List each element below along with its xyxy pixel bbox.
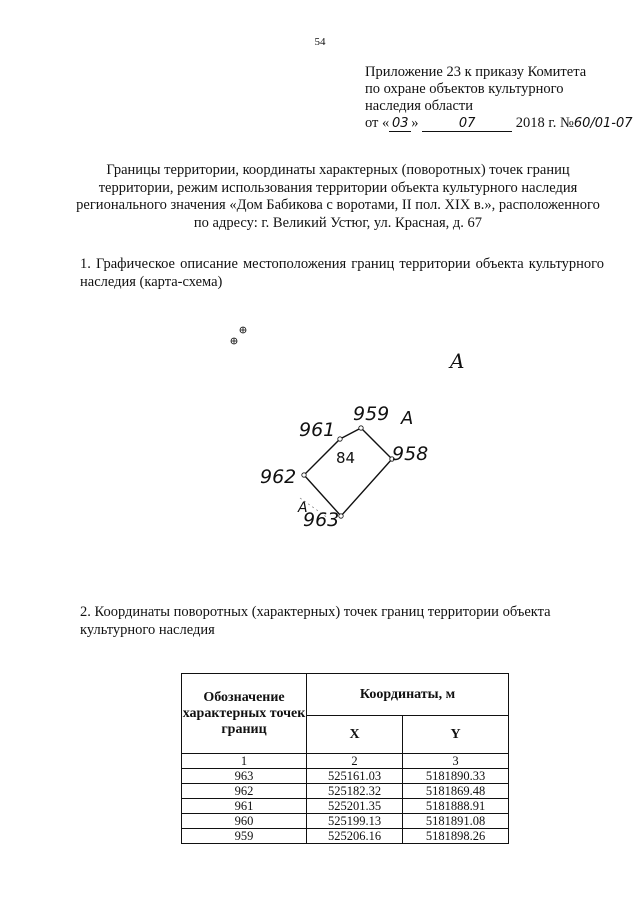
y-cell: 5181890.33 — [403, 769, 509, 784]
column-number-row — [182, 754, 509, 769]
point-cell: 960 — [182, 814, 307, 829]
order-number: 60/01-07 — [573, 116, 633, 131]
map-label-962: 962 — [260, 466, 297, 488]
map-label-963: 963 — [303, 509, 340, 531]
y-cell: 5181888.91 — [403, 799, 509, 814]
date-mid: » — [411, 115, 419, 131]
crosshair-icon — [231, 338, 237, 344]
table-row — [182, 784, 509, 799]
map-label-961: 961 — [299, 419, 336, 441]
point-cell: 962 — [182, 784, 307, 799]
appendix-header — [365, 64, 635, 132]
y-cell: 5181898.26 — [403, 829, 509, 844]
map-label-958: 958 — [392, 443, 429, 465]
point-marker-963 — [339, 514, 343, 518]
table-row — [182, 829, 509, 844]
section-1-heading: 1. Графическое описание местоположения границ территории объекта культурного наследия (карта-схема) — [80, 256, 604, 290]
date-month: 07 — [422, 117, 512, 132]
appendix-line-1: Приложение 23 к приказу Комитета — [365, 64, 587, 80]
point-cell: 959 — [182, 829, 307, 844]
map-label-a-top: A — [450, 349, 465, 373]
x-cell: 525201.35 — [307, 799, 403, 814]
x-cell: 525206.16 — [307, 829, 403, 844]
date-prefix: от « — [365, 115, 390, 131]
map-label-a-mid: A — [401, 408, 414, 429]
x-cell: 525182.32 — [307, 784, 403, 799]
boundary-map — [200, 318, 500, 548]
header-x: X — [307, 716, 403, 754]
date-day: 03 — [389, 117, 411, 132]
document-title: Границы территории, координаты характерных (поворотных) точек границ территории, режим использования территории объекта культурного наследия регионального значения «Дом Бабикова с воротами, II пол. XIX в.», расположенного по адресу: г. Великий Устюг, ул. Красная, д. 67 — [76, 162, 600, 231]
appendix-line-2: по охране объектов культурного — [365, 81, 564, 97]
column-number: 1 — [182, 754, 307, 769]
page-number: 54 — [314, 36, 326, 48]
point-cell: 963 — [182, 769, 307, 784]
crosshair-icon — [240, 327, 246, 333]
territory-boundary — [304, 428, 392, 516]
y-cell: 5181891.08 — [403, 814, 509, 829]
header-designation: Обозначение характерных точек границ — [182, 674, 307, 754]
point-marker-959 — [359, 426, 363, 430]
column-number: 3 — [403, 754, 509, 769]
date-year: 2018 г. № — [515, 115, 574, 131]
parcel-label: 84 — [336, 449, 356, 467]
y-cell: 5181869.48 — [403, 784, 509, 799]
coordinates-table — [181, 673, 509, 844]
header-coordinates: Координаты, м — [307, 674, 509, 716]
table-row — [182, 814, 509, 829]
appendix-date-line — [365, 115, 635, 132]
point-marker-961 — [338, 437, 342, 441]
x-cell: 525199.13 — [307, 814, 403, 829]
point-marker-962 — [302, 473, 306, 477]
point-cell: 961 — [182, 799, 307, 814]
header-y: Y — [403, 716, 509, 754]
crosshair-marks — [231, 327, 246, 344]
table-row — [182, 769, 509, 784]
appendix-line-3: наследия области — [365, 98, 474, 114]
table-row — [182, 799, 509, 814]
column-number: 2 — [307, 754, 403, 769]
x-cell: 525161.03 — [307, 769, 403, 784]
section-2-heading: 2. Координаты поворотных (характерных) точек границ территории объекта культурного наследия — [80, 604, 551, 638]
map-label-959: 959 — [353, 403, 390, 425]
map-label-a-low: A — [298, 500, 308, 516]
